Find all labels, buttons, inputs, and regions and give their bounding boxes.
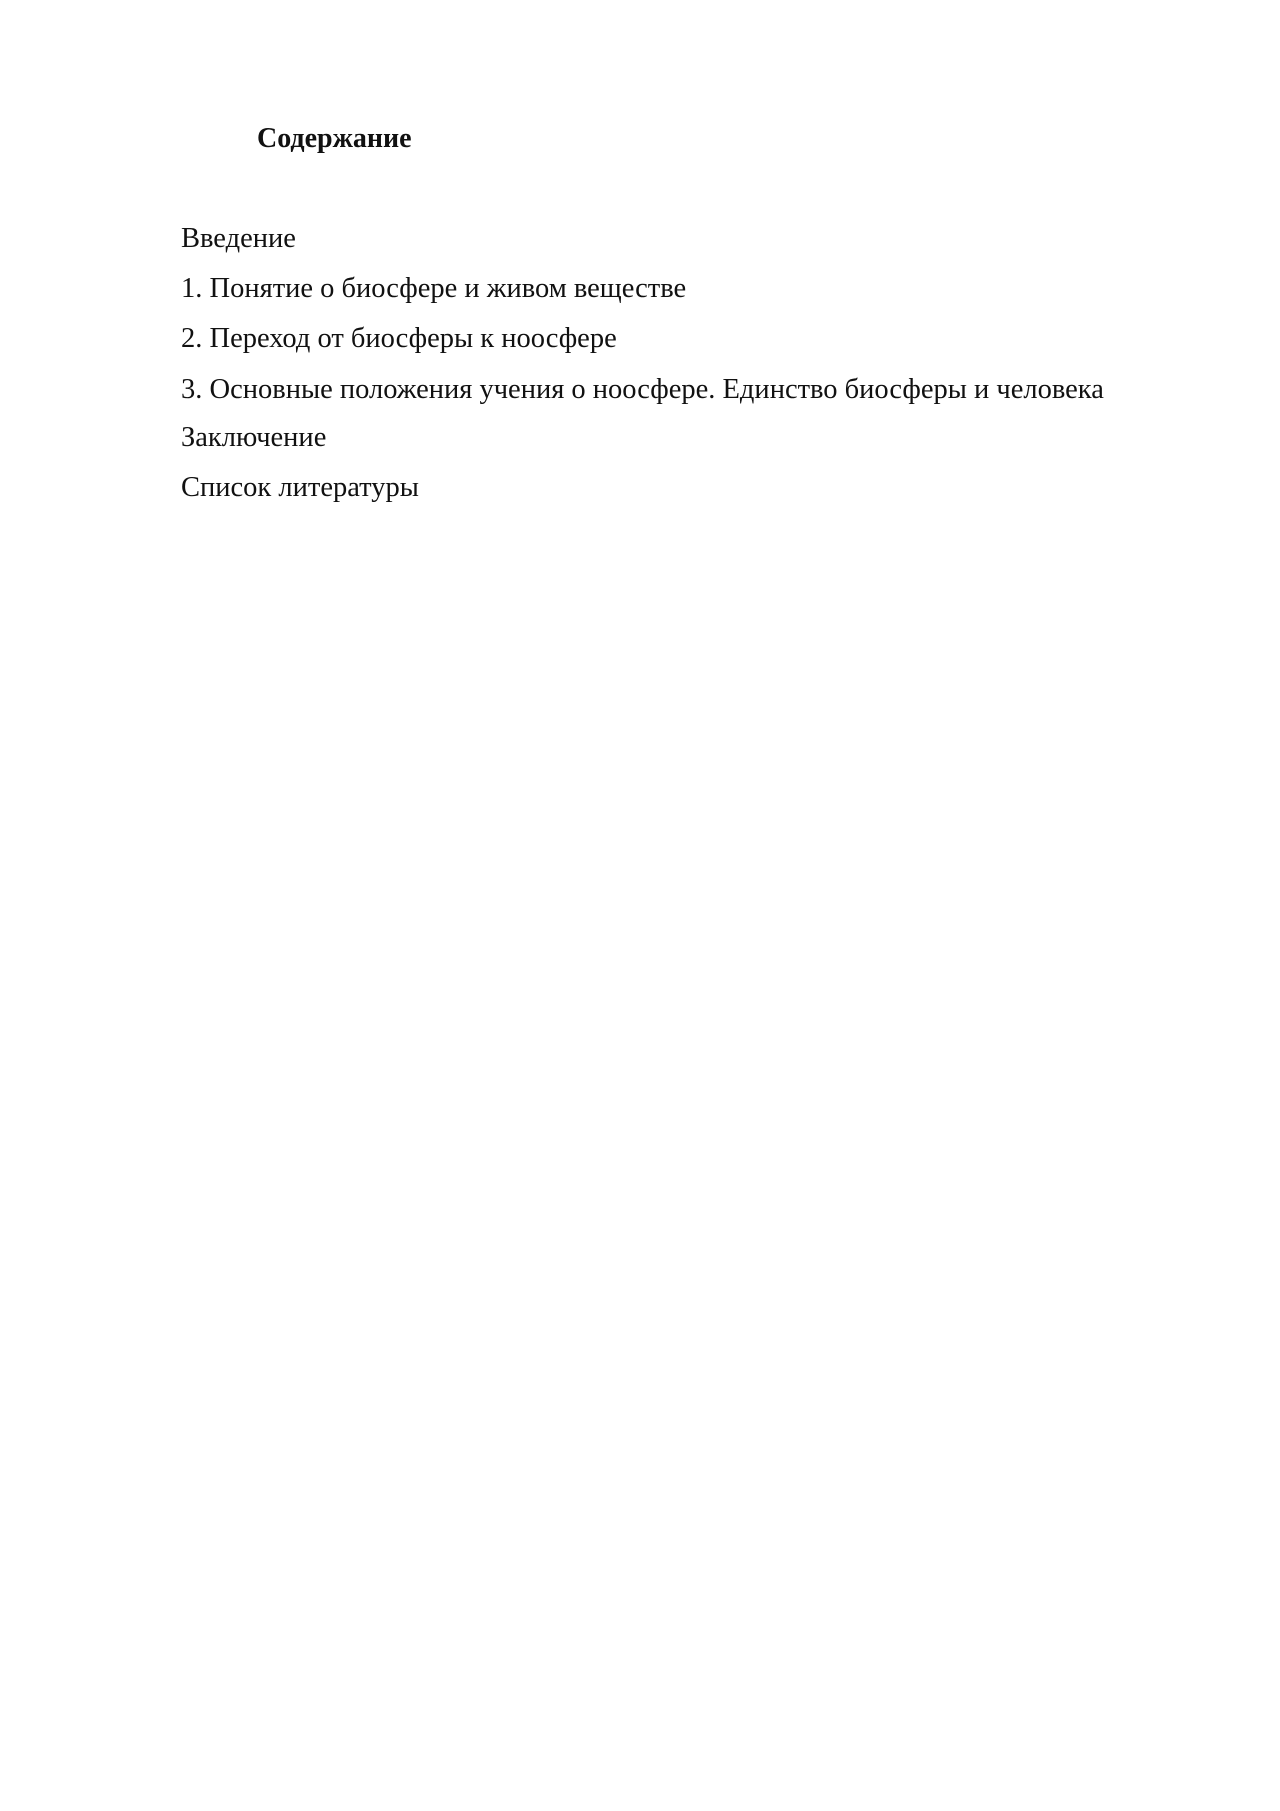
toc-item-introduction: Введение bbox=[181, 223, 296, 254]
toc-item-references: Список литературы bbox=[181, 472, 419, 503]
toc-item-chapter-3: 3. Основные положения учения о ноосфере. Единство биосферы и человека bbox=[181, 374, 1104, 405]
toc-item-conclusion: Заключение bbox=[181, 422, 327, 453]
toc-item-chapter-1: 1. Понятие о биосфере и живом веществе bbox=[181, 273, 687, 304]
toc-item-chapter-2: 2. Переход от биосферы к ноосфере bbox=[181, 323, 617, 354]
table-of-contents-title: Содержание bbox=[257, 123, 412, 154]
